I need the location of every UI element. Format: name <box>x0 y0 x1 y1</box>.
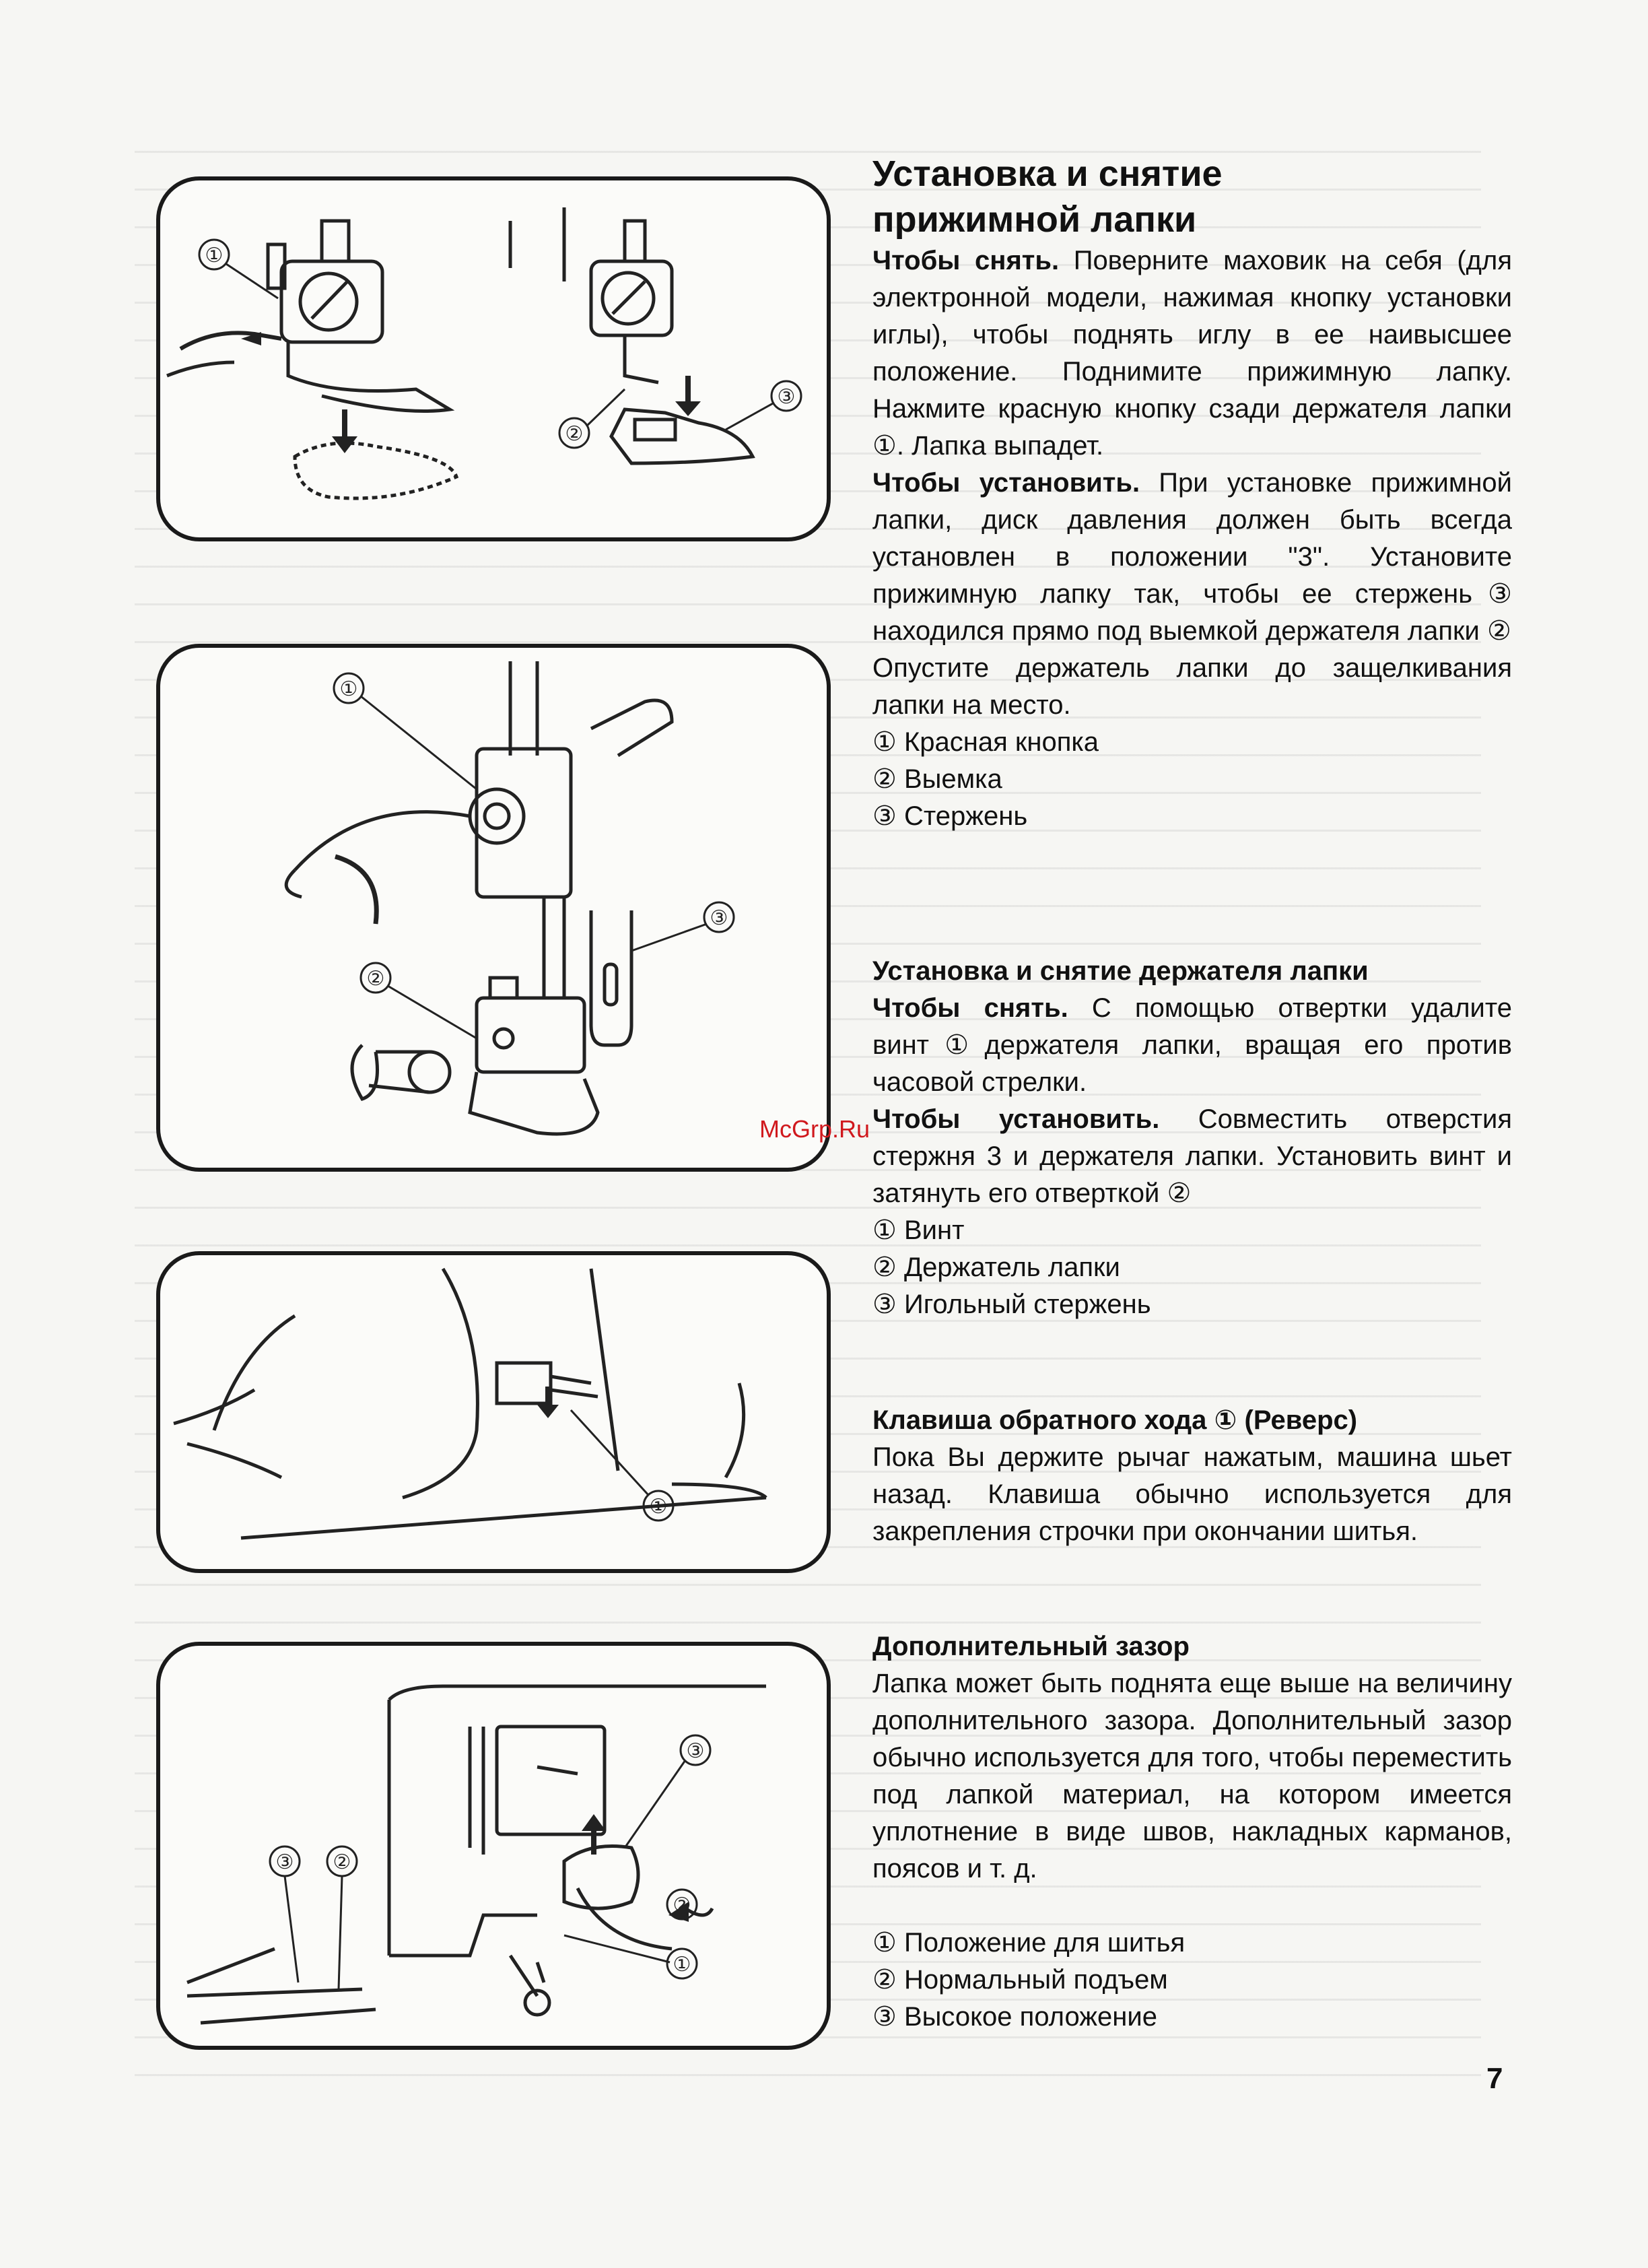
holder-remove-paragraph <box>872 990 1512 1101</box>
remove-text: Поверните маховик на себя (для электронной модели, нажимая кнопку установки иглы), чтобы поднять иглу в ее наивысшее положение. Поднимите прижимную лапку. Нажмите красную кнопку сзади держателя лапки ①. Лапка выпадет. <box>872 246 1512 461</box>
list-item: ① Красная кнопка <box>872 727 1099 757</box>
section-extra-lift <box>872 1628 1512 2036</box>
figure-presser-foot <box>156 176 831 541</box>
fig4-callout-3-left: ③ <box>275 1850 294 1874</box>
list-item: ② Держатель лапки <box>872 1253 1120 1282</box>
holder-install-paragraph <box>872 1101 1512 1212</box>
fig1-callout-3: ③ <box>777 385 796 409</box>
section-reverse <box>872 1402 1512 1550</box>
list-item: ② Выемка <box>872 764 1002 794</box>
title-line1: Установка и снятие <box>872 154 1223 194</box>
list-item: ③ Стержень <box>872 801 1028 831</box>
extra-lift-title: Дополнительный зазор <box>872 1632 1190 1661</box>
list-item: ① Винт <box>872 1215 965 1245</box>
title-line2: прижимной лапки <box>872 199 1197 240</box>
install-paragraph <box>872 465 1512 650</box>
holder-remove-text: С помощью отвертки удалите винт①держателя лапки, вращая его против часовой стрелки. <box>872 993 1513 1097</box>
fig4-callout-1: ① <box>673 1953 691 1976</box>
list-item: ② Нормальный подъем <box>872 1965 1168 1995</box>
presser-foot-title <box>872 151 1512 242</box>
holder-remove-lead: Чтобы снять. <box>872 993 1068 1023</box>
install-lead: Чтобы установить. <box>872 468 1140 498</box>
holder-install-lead: Чтобы установить. <box>872 1104 1160 1134</box>
fig1-callout-1: ① <box>205 244 224 267</box>
figure-extra-lift <box>156 1642 831 2050</box>
fig2-callout-2: ② <box>366 967 385 991</box>
presser-foot-illustration <box>160 180 827 537</box>
foot-holder-title: Установка и снятие держателя лапки <box>872 956 1369 986</box>
fig2-callout-3: ③ <box>710 906 728 930</box>
fig4-callout-2-left: ② <box>333 1850 351 1874</box>
section-presser-foot <box>872 151 1512 835</box>
extra-lift-illustration <box>160 1646 827 2046</box>
section-foot-holder <box>872 953 1512 1323</box>
fig3-callout-1: ① <box>649 1495 668 1519</box>
figure-reverse-lever <box>156 1251 831 1573</box>
reverse-title: Клавиша обратного хода ① (Реверс) <box>872 1405 1358 1435</box>
list-item: ① Положение для шитья <box>872 1928 1186 1958</box>
install-text2: Опустите держатель лапки до защелкивания лапки на место. <box>872 653 1512 720</box>
fig1-callout-2: ② <box>565 422 584 446</box>
install-text: При установке прижимной лапки, диск давления должен быть всегда установлен в положении "3". Установите прижимную лапку так, чтобы ее стержень③ находился прямо под выемкой держателя лапки ② <box>872 468 1512 646</box>
holder-install-text: Совместить отверстия стержня 3 и держателя лапки. Установить винт и затянуть его отверткой ② <box>872 1104 1512 1208</box>
fig2-callout-1: ① <box>339 677 358 701</box>
fig4-callout-3-right: ③ <box>686 1739 705 1763</box>
list-item: ③ Игольный стержень <box>872 1290 1151 1319</box>
figure-foot-holder <box>156 644 831 1172</box>
extra-lift-text: Лапка может быть поднята еще выше на величину дополнительного зазора. Дополнительный зазор обычно используется для того, чтобы переместить под лапкой материал, на котором имеется уплотнение в виде швов, накладных карманов, поясов и т. д. <box>872 1669 1512 1883</box>
reverse-lever-illustration <box>160 1255 827 1569</box>
foot-holder-illustration <box>160 648 827 1168</box>
watermark: McGrp.Ru <box>759 1115 870 1143</box>
reverse-text: Пока Вы держите рычаг нажатым, машина шьет назад. Клавиша обычно используется для закрепления строчки при окончании шитья. <box>872 1442 1512 1546</box>
page-number: 7 <box>1486 2062 1503 2095</box>
list-item: ③ Высокое положение <box>872 2002 1157 2032</box>
remove-lead: Чтобы снять. <box>872 246 1060 275</box>
fig4-callout-2-right: ② <box>673 1894 691 1917</box>
remove-paragraph <box>872 242 1512 465</box>
